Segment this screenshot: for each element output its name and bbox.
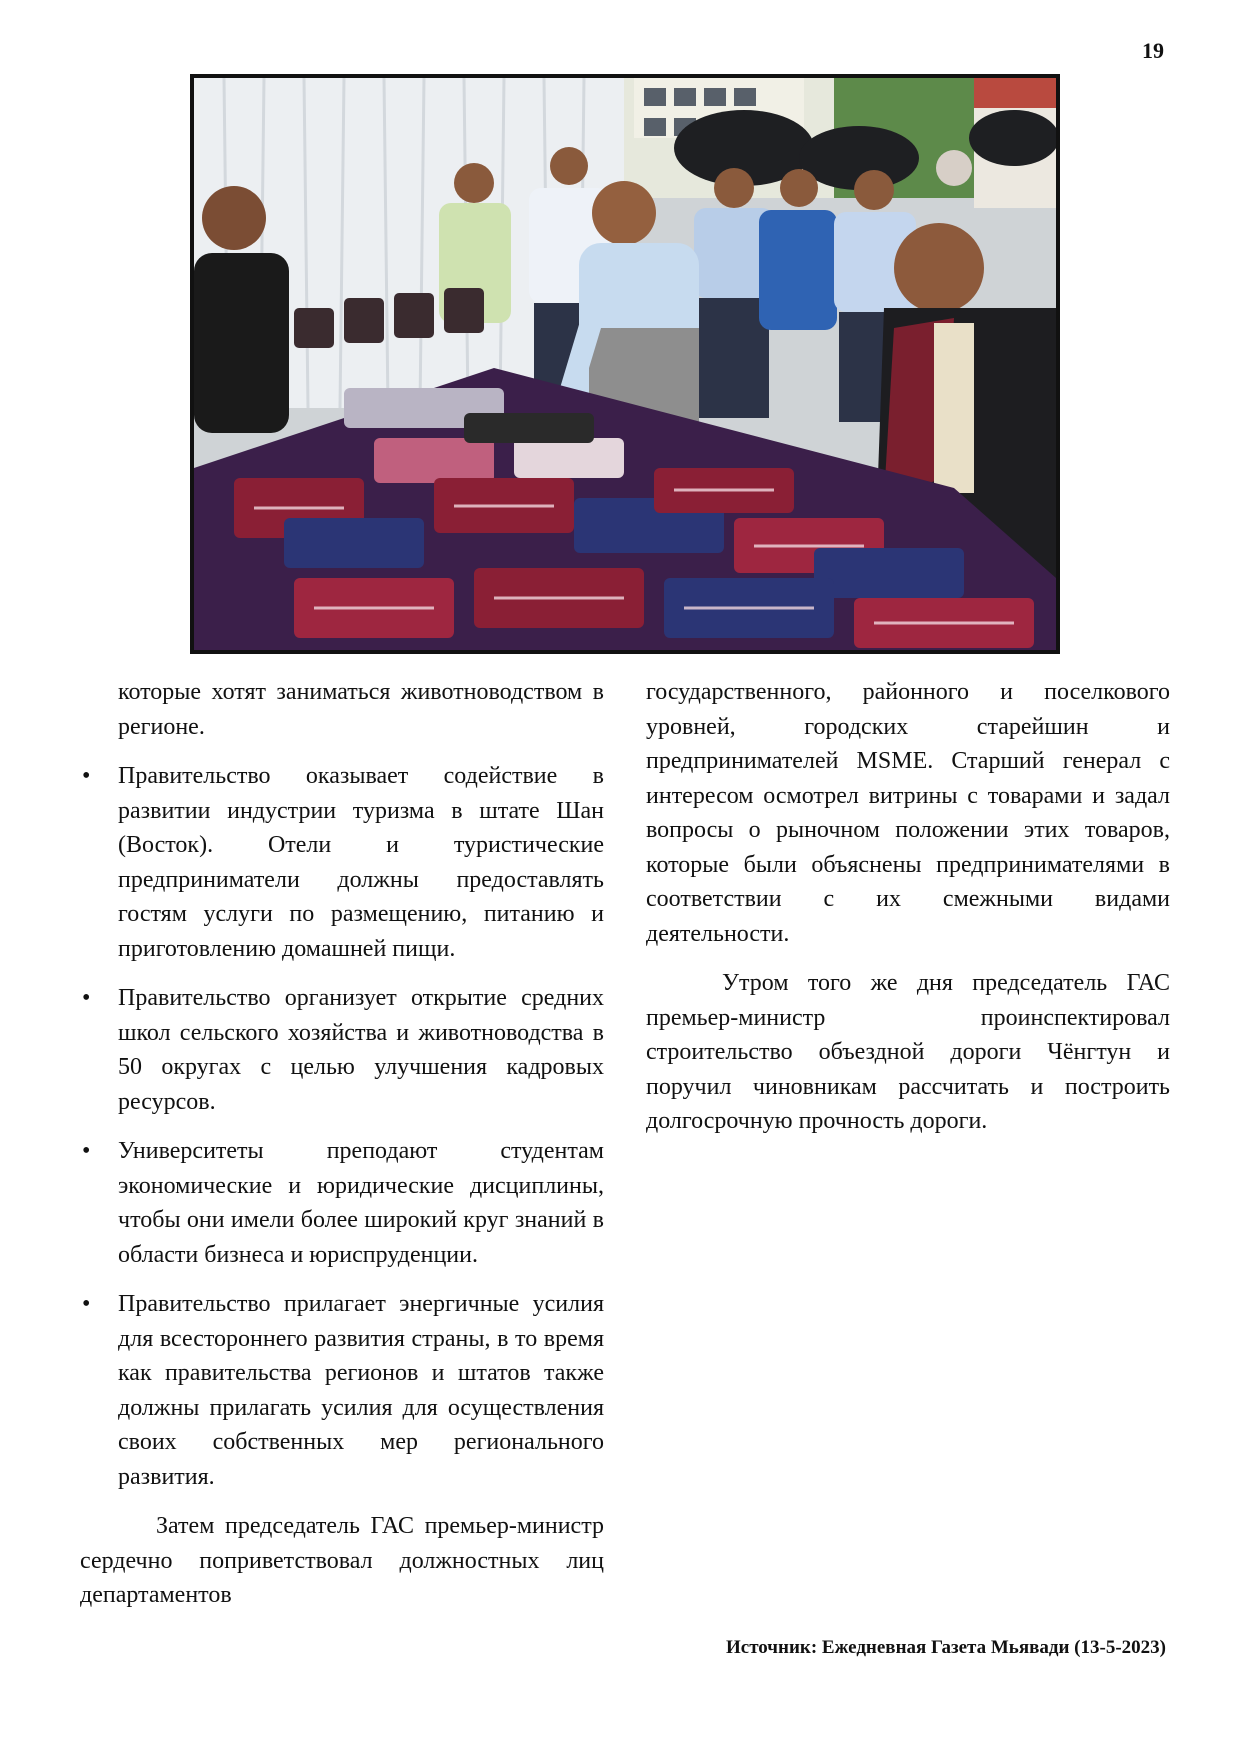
right-column [646,675,1170,1154]
bullet-icon: • [82,763,91,789]
list-item [80,1287,604,1494]
bullet-icon: • [82,1138,91,1164]
list-item-text: Правительство организует открытие средних школ сельского хозяйства и животноводства в 50 округах с целью улучшения кадровых ресурсов. [118,985,604,1115]
body-paragraph: государственного, районного и поселкового уровней, городских старейшин и предпринимателей MSME. Старший генерал с интересом осмотрел витрины с товарами и задал вопросы о рыночном положении этих товаров, которые были объяснены предпринимателями в соответствии с их смежными видами деятельности. [646,679,1170,947]
article-photo [190,74,1060,654]
bullet-list [80,759,604,1494]
bullet-icon: • [82,985,91,1011]
list-item [80,1134,604,1272]
photo-exhibition-textiles-icon [194,78,1056,650]
source-citation: Источник: Ежедневная Газета Мьявади (13-5-2023) [726,1637,1166,1658]
list-item [80,981,604,1119]
body-paragraph: Затем председатель ГАС премьер-министр сердечно поприветствовал должностных лиц департаментов [80,1513,604,1608]
left-column [80,675,604,1628]
list-item-text: Правительство оказывает содействие в развитии индустрии туризма в штате Шан (Восток). Отели и туристические предприниматели должны предоставлять гостям услуги по размещению, питанию и приготовлению домашней пищи. [118,763,604,962]
body-paragraph: Утром того же дня председатель ГАС премьер-министр проинспектировал строительство объездной дороги Чёнгтун и поручил чиновникам рассчитать и построить долгосрочную прочность дороги. [646,970,1170,1134]
page-number: 19 [1142,38,1164,63]
bullet-icon: • [82,1291,91,1317]
list-item [80,759,604,966]
continuation-text: которые хотят заниматься животноводством в регионе. [118,679,604,740]
list-item-text: Правительство прилагает энергичные усилия для всестороннего развития страны, в то время как правительства регионов и штатов также должны прилагать усилия для осуществления своих собственных мер регионального развития. [118,1291,604,1490]
list-item-text: Университеты преподают студентам экономические и юридические дисциплины, чтобы они имели более широкий круг знаний в области бизнеса и юриспруденции. [118,1138,604,1268]
